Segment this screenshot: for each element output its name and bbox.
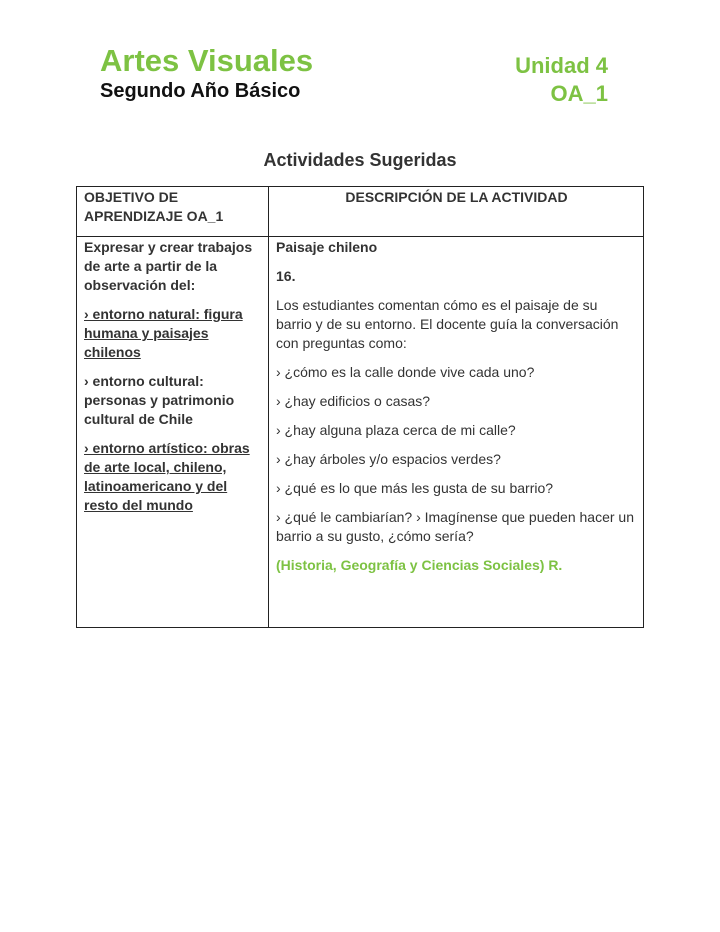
activity-question: › ¿cómo es la calle donde vive cada uno? [276,364,535,380]
activity-question: › ¿qué es lo que más les gusta de su barrio? [276,480,554,496]
activity-description: Los estudiantes comentan cómo es el paisaje de su barrio y de su entorno. El docente guía la conversación con preguntas como: [276,297,619,351]
objective-header: OBJETIVO DE APRENDIZAJE OA_1 [77,187,269,237]
objective-item: › entorno artístico: obras de arte local, chileno, latinoamericano y del resto del mundo [84,440,250,513]
table-row [77,237,644,628]
table-header-row [77,187,644,237]
activity-cell [269,237,644,628]
oa-label: OA_1 [550,81,608,106]
objective-intro: Expresar y crear trabajos de arte a partir de la observación del: [84,239,253,293]
objective-item: › entorno natural: figura humana y paisajes chilenos [84,306,243,360]
unit-label: Unidad 4 [515,53,608,78]
activity-question: › ¿qué le cambiarían? › Imagínense que pueden hacer un barrio a su gusto, ¿cómo sería? [276,509,635,544]
activity-question: › ¿hay edificios o casas? [276,393,431,409]
objective-item: › entorno cultural: personas y patrimonio cultural de Chile [84,373,235,427]
objective-cell [77,237,269,628]
description-header: DESCRIPCIÓN DE LA ACTIVIDAD [269,187,644,237]
section-heading: Actividades Sugeridas [263,150,457,170]
activity-question: › ¿hay alguna plaza cerca de mi calle? [276,422,516,438]
activity-number: 16. [276,268,296,284]
activity-title: Paisaje chileno [276,239,378,255]
activities-table [76,186,644,628]
activity-question: › ¿hay árboles y/o espacios verdes? [276,451,501,467]
grade-subtitle: Segundo Año Básico [100,80,301,102]
subject-connection: (Historia, Geografía y Ciencias Sociales) R. [276,557,563,573]
subject-title: Artes Visuales [100,43,314,78]
